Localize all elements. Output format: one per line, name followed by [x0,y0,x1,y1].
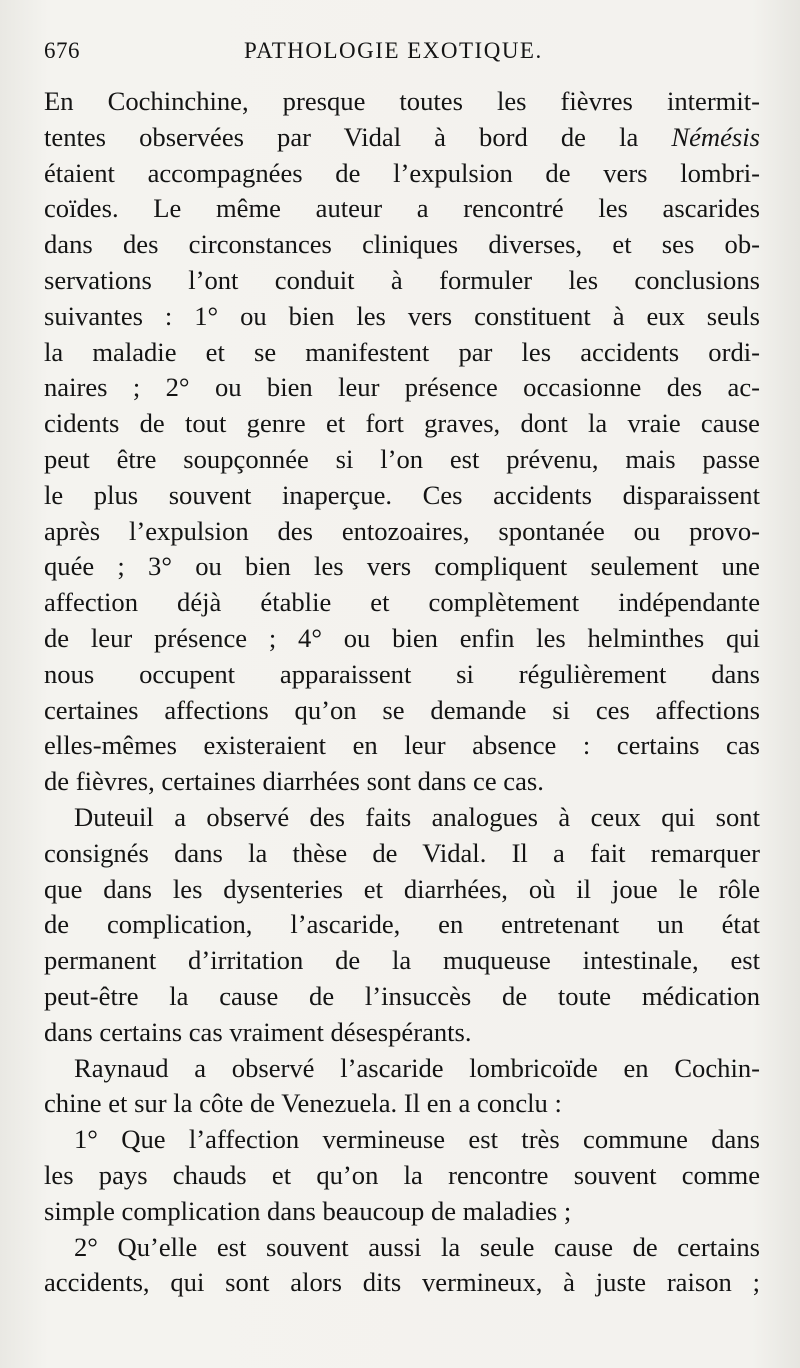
paragraph-conclusion-2 [44,1230,760,1302]
text-line: coïdes. Le même auteur a rencontré les ascarides [44,193,760,224]
paragraph-duteuil [44,800,760,1051]
text-line: après l’expulsion des entozoaires, spontanée ou provo- [44,515,760,546]
paragraph-conclusion-1 [44,1122,760,1229]
body-text [44,84,760,1301]
ship-name: Némésis [671,121,760,152]
text-line: elles-mêmes existeraient en leur absence : certains cas [44,730,760,761]
text-line: chine et sur la côte de Venezuela. Il en a conclu : [44,1088,562,1119]
text-line: accidents, qui sont alors dits vermineux, à juste raison ; [44,1267,760,1298]
text-line: le plus souvent inaperçue. Ces accidents disparaissent [44,479,760,510]
text-line: simple complication dans beaucoup de maladies ; [44,1195,572,1226]
text-line: de complication, l’ascaride, en entretenant un état [44,909,760,940]
text-line: que dans les dysenteries et diarrhées, où il joue le rôle [44,873,760,904]
paragraph-raynaud [44,1051,760,1123]
text-line: servations l’ont conduit à formuler les conclusions [44,264,760,295]
text-line: Raynaud a observé l’ascaride lombricoïde en Cochin- [74,1052,760,1083]
page-number: 676 [44,38,80,63]
text-line: dans des circonstances cliniques diverses, et ses ob- [44,229,760,260]
text-line: étaient accompagnées de l’expulsion de vers lombri- [44,157,760,188]
text-line: En Cochinchine, presque toutes les fièvres intermit- [44,86,760,116]
text-line: suivantes : 1° ou bien les vers constituent à eux seuls [44,300,760,331]
paragraph-cochinchine [44,84,760,800]
text-line: de leur présence ; 4° ou bien enfin les helminthes qui [44,622,760,653]
text-line: naires ; 2° ou bien leur présence occasionne des ac- [44,372,760,403]
text-line: 2° Qu’elle est souvent aussi la seule cause de certains [74,1231,760,1262]
text-line: la maladie et se manifestent par les accidents ordi- [44,336,760,367]
text-line: tentes observées par Vidal à bord de la Némésis [44,121,760,152]
text-line: peut être soupçonnée si l’on est prévenu, mais passe [44,443,760,474]
text-line: nous occupent apparaissent si régulièrement dans [44,658,760,689]
text-line: dans certains cas vraiment désespérants. [44,1016,472,1047]
text-line: consignés dans la thèse de Vidal. Il a fait remarquer [44,837,760,868]
text-line: Duteuil a observé des faits analogues à ceux qui sont [74,801,760,832]
text-line: les pays chauds et qu’on la rencontre souvent comme [44,1159,760,1190]
running-title: PATHOLOGIE EXOTIQUE. [244,38,543,63]
page-header [44,38,760,84]
text-line: cidents de tout genre et fort graves, dont la vraie cause [44,408,760,439]
text-line: affection déjà établie et complètement indépendante [44,587,760,618]
text-line: de fièvres, certaines diarrhées sont dans ce cas. [44,766,544,797]
text-line: quée ; 3° ou bien les vers compliquent seulement une [44,551,760,582]
text-line: 1° Que l’affection vermineuse est très commune dans [74,1124,760,1155]
text-line: certaines affections qu’on se demande si ces affections [44,694,760,725]
text-line: peut-être la cause de l’insuccès de toute médication [44,980,760,1011]
text-line: permanent d’irritation de la muqueuse intestinale, est [44,945,760,976]
